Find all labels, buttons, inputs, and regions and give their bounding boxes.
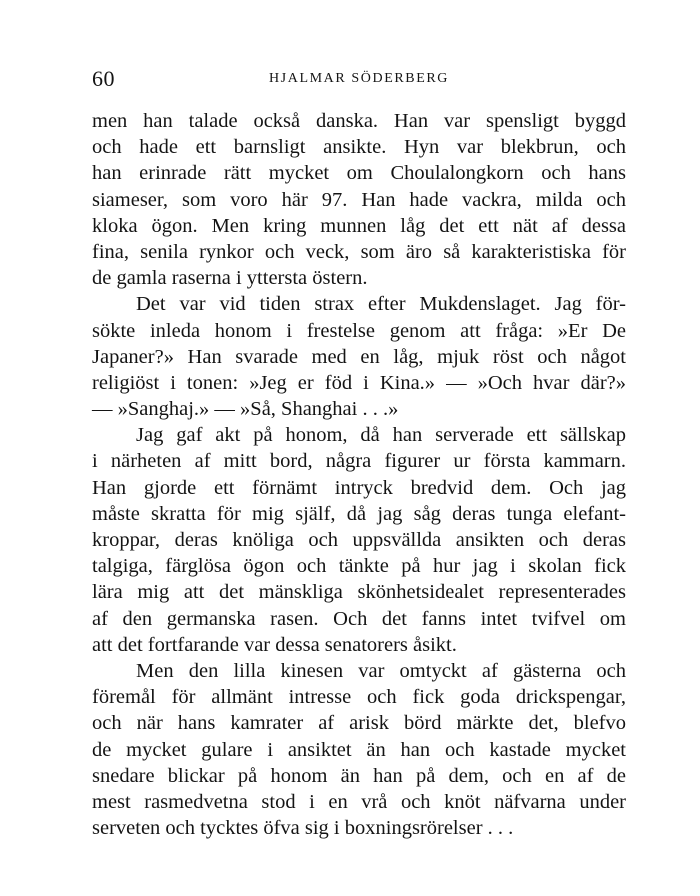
text-line: kloka ögon. Men kring munnen låg det ett nät af dessa: [92, 214, 626, 237]
text-line: föremål för allmänt intresse och fick goda drickspengar,: [92, 686, 626, 709]
text-line: religiöst i tonen: »Jeg er föd i Kina.» — »Och hvar där?»: [92, 371, 626, 394]
text-line: af den germanska rasen. Och det fanns intet tvifvel om: [92, 607, 626, 630]
text-line: talgiga, färglösa ögon och tänkte på hur jag i skolan fick: [92, 555, 626, 578]
text-line: och när hans kamrater af arisk börd märkte det, blefvo: [92, 712, 626, 735]
running-title: HJALMAR SÖDERBERG: [268, 71, 450, 86]
text-line: Jag gaf akt på honom, då han serverade ett sällskap: [136, 424, 626, 447]
text-line: de gamla raserna i yttersta östern.: [92, 267, 368, 290]
page-number: 60: [92, 66, 115, 91]
text-line: de mycket gulare i ansiktet än han och kastade mycket: [92, 738, 626, 761]
text-line: sökte inleda honom i frestelse genom att fråga: »Er De: [92, 319, 626, 342]
body-text: [92, 108, 626, 841]
text-line: Japaner?» Han svarade med en låg, mjuk röst och något: [92, 345, 626, 368]
text-line: han erinrade rätt mycket om Choulalongkorn och hans: [92, 162, 626, 185]
text-line: serveten och tycktes öfva sig i boxningsrörelser . . .: [92, 817, 514, 840]
text-line: och hade ett barnsligt ansikte. Hyn var blekbrun, och: [92, 136, 626, 159]
text-line: Det var vid tiden strax efter Mukdenslaget. Jag för-: [136, 293, 626, 316]
text-line: i närheten af mitt bord, några figurer ur första kammarn.: [92, 450, 626, 473]
text-line: lära mig att det mänskliga skönhetsidealet representerades: [92, 581, 626, 604]
text-line: — »Sanghaj.» — »Så, Shanghai . . .»: [92, 398, 399, 421]
text-line: kroppar, deras knöliga och uppsvällda ansikten och deras: [92, 529, 626, 551]
text-line: måste skratta för mig själf, då jag såg deras tunga elefant-: [92, 502, 626, 525]
text-line: Han gjorde ett förnämt intryck bredvid dem. Och jag: [92, 476, 626, 499]
running-head: [92, 66, 626, 96]
text-line: snedare blickar på honom än han på dem, och en af de: [92, 764, 626, 787]
text-line: mest rasmedvetna stod i en vrå och knöt näfvarna under: [92, 790, 626, 813]
text-line: men han talade också danska. Han var spensligt byggd: [92, 110, 626, 132]
text-line: fina, senila rynkor och veck, som äro så karakteristiska för: [92, 240, 626, 263]
text-line: siameser, som voro här 97. Han hade vackra, milda och: [92, 188, 626, 211]
text-line: att det fortfarande var dessa senatorers åsikt.: [92, 633, 457, 656]
text-line: Men den lilla kinesen var omtyckt af gästerna och: [136, 659, 626, 682]
